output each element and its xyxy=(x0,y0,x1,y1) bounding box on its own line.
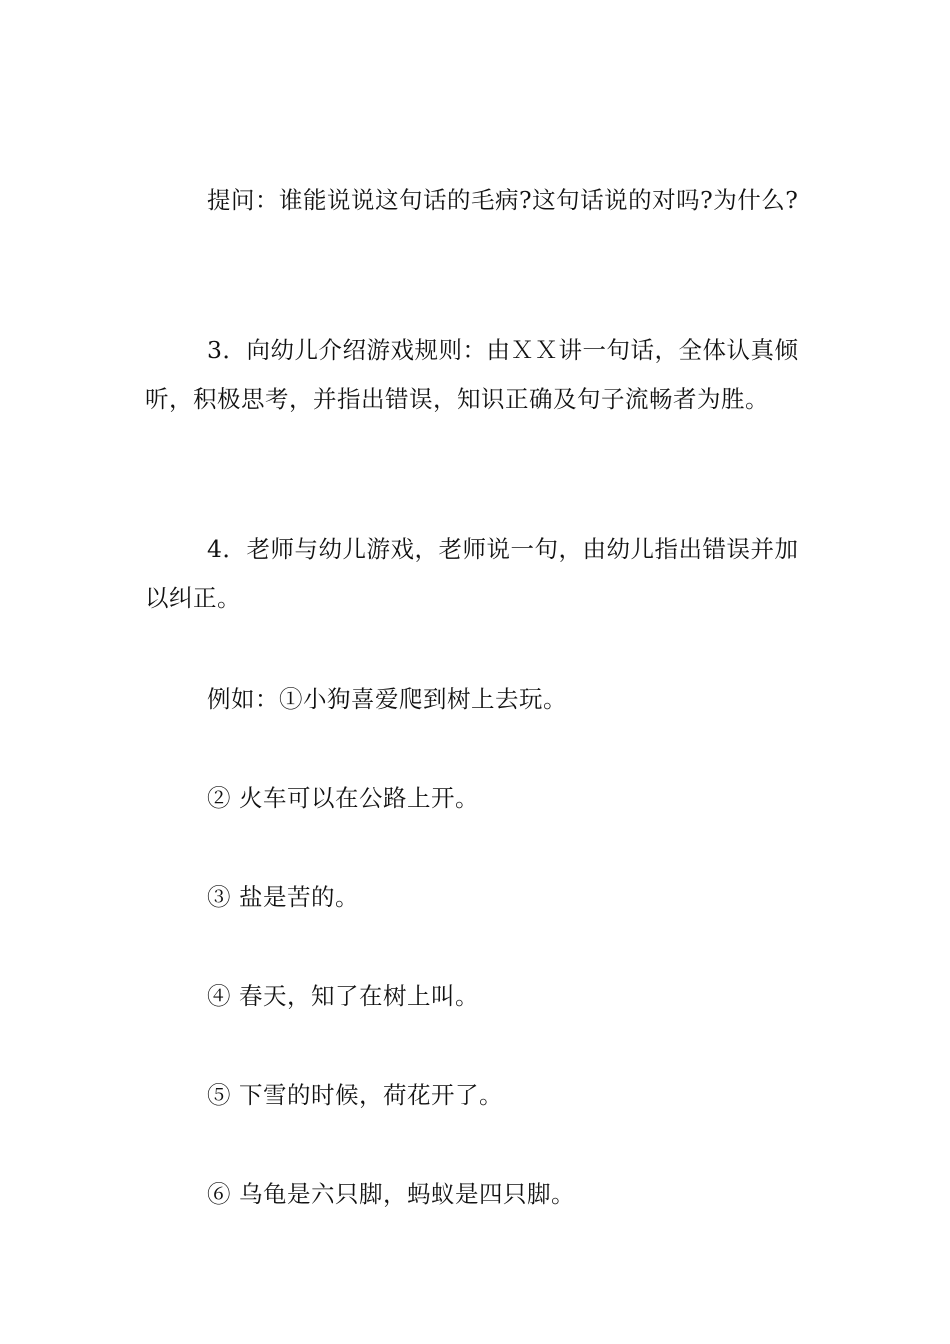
example-line-5: ⑤ 下雪的时候，荷花开了。 xyxy=(207,1081,503,1109)
paragraph-game-4: 4．老师与幼儿游戏，老师说一句，由幼儿指出错误并加以纠正。 xyxy=(145,535,799,612)
example-line-2: ② 火车可以在公路上开。 xyxy=(207,784,479,812)
example-line-1: 例如：①小狗喜爱爬到树上去玩。 xyxy=(207,685,567,713)
example-line-4: ④ 春天，知了在树上叫。 xyxy=(207,982,479,1010)
paragraph-rule-3: 3．向幼儿介绍游戏规则：由ＸＸ讲一句话，全体认真倾听，积极思考，并指出错误，知识正确及句子流畅者为胜。 xyxy=(145,336,799,413)
paragraph-question: 提问：谁能说说这句话的毛病?这句话说的对吗?为什么? xyxy=(207,186,799,214)
example-line-3: ③ 盐是苦的。 xyxy=(207,883,359,911)
example-line-6: ⑥ 乌龟是六只脚，蚂蚁是四只脚。 xyxy=(207,1180,575,1208)
